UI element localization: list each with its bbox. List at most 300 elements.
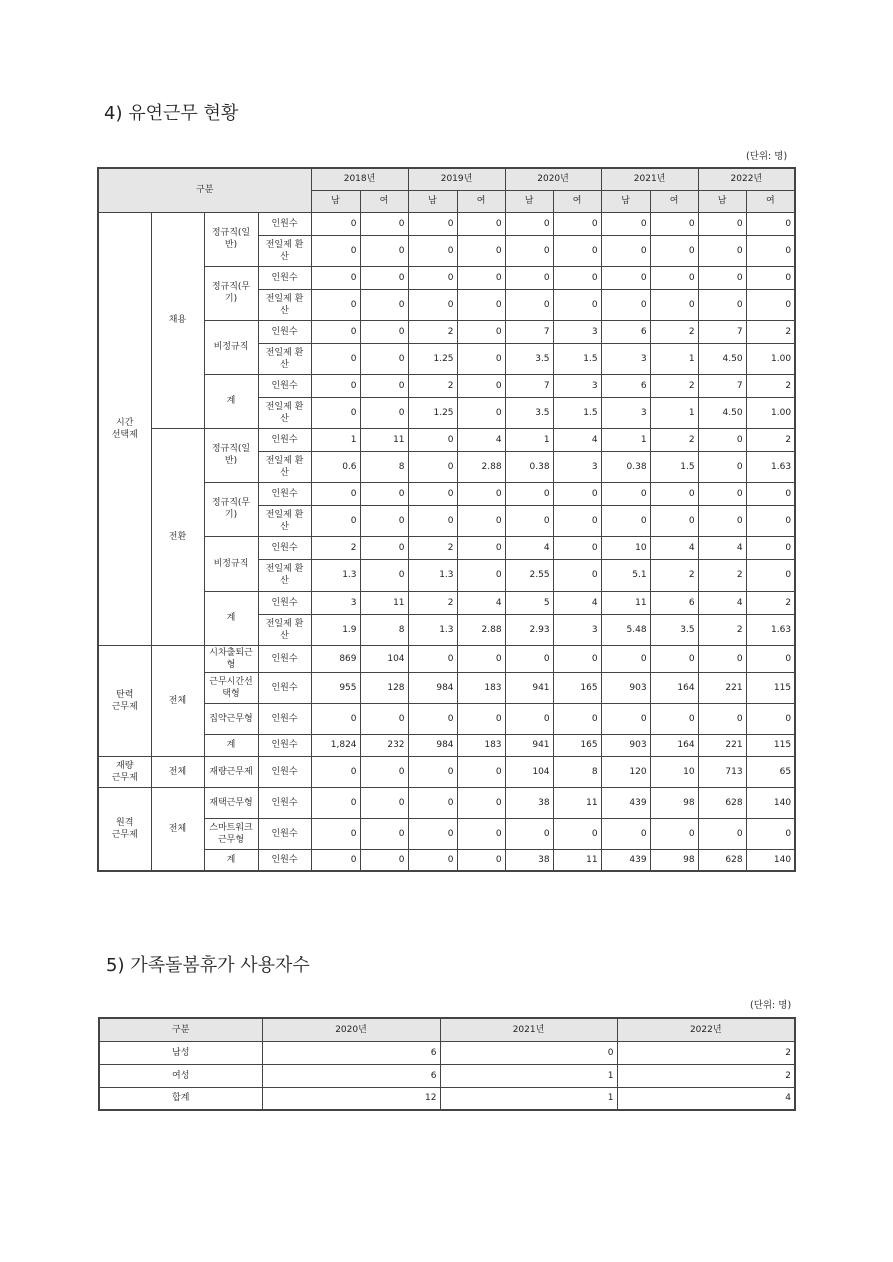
data-cell: 98 xyxy=(650,849,698,871)
data-cell: 984 xyxy=(408,672,457,703)
data-cell: 0 xyxy=(311,756,360,787)
row-label: 남성 xyxy=(99,1041,262,1064)
data-cell: 0 xyxy=(408,235,457,266)
data-cell: 0 xyxy=(553,645,601,672)
data-cell: 3 xyxy=(553,374,601,397)
data-cell: 1.5 xyxy=(553,343,601,374)
data-cell: 1.00 xyxy=(746,397,795,428)
data-cell: 0 xyxy=(553,235,601,266)
type-total: 계 xyxy=(204,374,258,428)
measure-headcount: 인원수 xyxy=(258,212,311,235)
data-cell: 713 xyxy=(698,756,746,787)
measure-headcount: 인원수 xyxy=(258,818,311,849)
data-cell: 2.55 xyxy=(505,559,553,591)
data-cell: 104 xyxy=(505,756,553,787)
data-cell: 1.25 xyxy=(408,397,457,428)
type-nonregular: 비정규직 xyxy=(204,320,258,374)
data-cell: 165 xyxy=(553,734,601,756)
data-cell: 0 xyxy=(360,787,408,818)
data-cell: 3.5 xyxy=(505,343,553,374)
data-cell: 0 xyxy=(746,559,795,591)
data-cell: 1.5 xyxy=(650,451,698,482)
data-cell: 0 xyxy=(601,703,650,734)
data-cell: 165 xyxy=(553,672,601,703)
data-cell: 0 xyxy=(457,482,505,505)
data-cell: 0 xyxy=(746,703,795,734)
header-year: 2021년 xyxy=(601,168,698,190)
data-cell: 0 xyxy=(650,818,698,849)
data-cell: 0 xyxy=(746,536,795,559)
data-cell: 0 xyxy=(650,482,698,505)
data-cell: 2.88 xyxy=(457,614,505,645)
data-cell: 5.1 xyxy=(601,559,650,591)
data-cell: 0 xyxy=(360,849,408,871)
data-cell: 6 xyxy=(262,1064,440,1087)
data-cell: 1 xyxy=(440,1087,617,1110)
data-cell: 0 xyxy=(360,343,408,374)
data-cell: 984 xyxy=(408,734,457,756)
data-cell: 2 xyxy=(650,320,698,343)
type-smartwork: 스마트워크근무형 xyxy=(204,818,258,849)
measure-fte: 전일제 환산 xyxy=(258,397,311,428)
data-cell: 2 xyxy=(650,374,698,397)
data-cell: 0 xyxy=(311,266,360,289)
subgroup-all: 전체 xyxy=(151,756,204,787)
data-cell: 0 xyxy=(360,397,408,428)
data-cell: 0 xyxy=(360,266,408,289)
data-cell: 0 xyxy=(505,212,553,235)
data-cell: 115 xyxy=(746,734,795,756)
data-cell: 0 xyxy=(408,212,457,235)
data-cell: 0 xyxy=(698,289,746,320)
header-female: 여 xyxy=(457,190,505,212)
data-cell: 1.5 xyxy=(553,397,601,428)
data-cell: 98 xyxy=(650,787,698,818)
data-cell: 0 xyxy=(746,289,795,320)
data-cell: 3.5 xyxy=(505,397,553,428)
data-cell: 2 xyxy=(408,374,457,397)
header-female: 여 xyxy=(746,190,795,212)
data-cell: 104 xyxy=(360,645,408,672)
data-cell: 0 xyxy=(650,212,698,235)
data-cell: 8 xyxy=(360,451,408,482)
data-cell: 0 xyxy=(360,320,408,343)
data-cell: 2 xyxy=(746,591,795,614)
measure-headcount: 인원수 xyxy=(258,756,311,787)
data-cell: 6 xyxy=(650,591,698,614)
data-cell: 7 xyxy=(698,320,746,343)
data-cell: 0 xyxy=(457,397,505,428)
data-cell: 0 xyxy=(457,703,505,734)
data-cell: 0 xyxy=(311,505,360,536)
measure-headcount: 인원수 xyxy=(258,849,311,871)
data-cell: 7 xyxy=(698,374,746,397)
data-cell: 1 xyxy=(650,397,698,428)
data-cell: 1 xyxy=(601,428,650,451)
data-cell: 2 xyxy=(650,559,698,591)
measure-headcount: 인원수 xyxy=(258,320,311,343)
data-cell: 11 xyxy=(553,787,601,818)
measure-headcount: 인원수 xyxy=(258,374,311,397)
data-cell: 140 xyxy=(746,787,795,818)
data-cell: 38 xyxy=(505,787,553,818)
data-cell: 1.3 xyxy=(408,559,457,591)
data-cell: 164 xyxy=(650,672,698,703)
data-cell: 0 xyxy=(408,482,457,505)
data-cell: 1.9 xyxy=(311,614,360,645)
data-cell: 1 xyxy=(650,343,698,374)
type-compressed: 집약근무형 xyxy=(204,703,258,734)
subgroup-all: 전체 xyxy=(151,787,204,871)
measure-fte: 전일제 환산 xyxy=(258,289,311,320)
data-cell: 0 xyxy=(360,289,408,320)
data-cell: 7 xyxy=(505,374,553,397)
data-cell: 0 xyxy=(311,374,360,397)
data-cell: 0 xyxy=(601,482,650,505)
data-cell: 0 xyxy=(698,703,746,734)
data-cell: 232 xyxy=(360,734,408,756)
type-home: 재택근무형 xyxy=(204,787,258,818)
type-regular-indefinite: 정규직(무기) xyxy=(204,482,258,536)
data-cell: 0 xyxy=(457,266,505,289)
measure-headcount: 인원수 xyxy=(258,591,311,614)
data-cell: 164 xyxy=(650,734,698,756)
data-cell: 1,824 xyxy=(311,734,360,756)
data-cell: 628 xyxy=(698,849,746,871)
data-cell: 0 xyxy=(650,505,698,536)
data-cell: 2 xyxy=(698,559,746,591)
data-cell: 4 xyxy=(698,536,746,559)
data-cell: 0 xyxy=(457,235,505,266)
data-cell: 3 xyxy=(553,451,601,482)
data-cell: 0 xyxy=(408,289,457,320)
row-label: 여성 xyxy=(99,1064,262,1087)
data-cell: 0 xyxy=(650,235,698,266)
header-year: 2018년 xyxy=(311,168,408,190)
data-cell: 0 xyxy=(505,289,553,320)
data-cell: 0 xyxy=(440,1041,617,1064)
data-cell: 0 xyxy=(553,818,601,849)
data-cell: 6 xyxy=(262,1041,440,1064)
data-cell: 0 xyxy=(553,289,601,320)
section4-title: 4) 유연근무 현황 xyxy=(104,103,239,124)
data-cell: 0 xyxy=(457,320,505,343)
data-cell: 183 xyxy=(457,734,505,756)
data-cell: 0 xyxy=(601,212,650,235)
data-cell: 10 xyxy=(650,756,698,787)
data-cell: 2 xyxy=(617,1064,795,1087)
data-cell: 0 xyxy=(553,266,601,289)
data-cell: 2 xyxy=(408,591,457,614)
data-cell: 0 xyxy=(746,266,795,289)
measure-headcount: 인원수 xyxy=(258,428,311,451)
group-time-selective: 시간 선택제 xyxy=(98,212,151,645)
group-flex: 탄력 근무제 xyxy=(98,645,151,756)
data-cell: 0 xyxy=(408,451,457,482)
data-cell: 0 xyxy=(698,645,746,672)
data-cell: 0 xyxy=(457,818,505,849)
data-cell: 38 xyxy=(505,849,553,871)
section5-title: 5) 가족돌봄휴가 사용자수 xyxy=(106,955,310,976)
data-cell: 0 xyxy=(457,756,505,787)
data-cell: 0 xyxy=(746,818,795,849)
data-cell: 903 xyxy=(601,672,650,703)
group-discretion: 재량 근무제 xyxy=(98,756,151,787)
data-cell: 2 xyxy=(698,614,746,645)
measure-headcount: 인원수 xyxy=(258,645,311,672)
data-cell: 4 xyxy=(553,428,601,451)
data-cell: 0 xyxy=(505,505,553,536)
data-cell: 0 xyxy=(698,505,746,536)
data-cell: 0 xyxy=(746,235,795,266)
data-cell: 0 xyxy=(457,289,505,320)
data-cell: 0 xyxy=(408,787,457,818)
measure-headcount: 인원수 xyxy=(258,482,311,505)
data-cell: 1.3 xyxy=(408,614,457,645)
data-cell: 0 xyxy=(553,703,601,734)
measure-headcount: 인원수 xyxy=(258,703,311,734)
data-cell: 0 xyxy=(650,289,698,320)
data-cell: 0 xyxy=(408,703,457,734)
data-cell: 0 xyxy=(553,536,601,559)
data-cell: 5 xyxy=(505,591,553,614)
data-cell: 0 xyxy=(601,645,650,672)
data-cell: 0 xyxy=(311,212,360,235)
header-male: 남 xyxy=(505,190,553,212)
data-cell: 0 xyxy=(408,849,457,871)
data-cell: 5.48 xyxy=(601,614,650,645)
header-female: 여 xyxy=(360,190,408,212)
data-cell: 0 xyxy=(601,505,650,536)
data-cell: 0 xyxy=(746,482,795,505)
flexible-work-table xyxy=(97,167,796,872)
type-stagger: 시차출퇴근형 xyxy=(204,645,258,672)
data-cell: 0 xyxy=(601,289,650,320)
data-cell: 2 xyxy=(746,374,795,397)
type-nonregular: 비정규직 xyxy=(204,536,258,591)
family-care-leave-table xyxy=(98,1017,796,1111)
data-cell: 1.3 xyxy=(311,559,360,591)
data-cell: 941 xyxy=(505,734,553,756)
data-cell: 0 xyxy=(746,212,795,235)
data-cell: 221 xyxy=(698,734,746,756)
data-cell: 869 xyxy=(311,645,360,672)
data-cell: 120 xyxy=(601,756,650,787)
data-cell: 1.63 xyxy=(746,614,795,645)
data-cell: 128 xyxy=(360,672,408,703)
data-cell: 0 xyxy=(650,266,698,289)
measure-fte: 전일제 환산 xyxy=(258,343,311,374)
data-cell: 0 xyxy=(360,212,408,235)
measure-fte: 전일제 환산 xyxy=(258,614,311,645)
data-cell: 12 xyxy=(262,1087,440,1110)
measure-fte: 전일제 환산 xyxy=(258,505,311,536)
data-cell: 0 xyxy=(408,645,457,672)
data-cell: 0 xyxy=(457,212,505,235)
data-cell: 0 xyxy=(360,374,408,397)
data-cell: 1.25 xyxy=(408,343,457,374)
data-cell: 0 xyxy=(408,505,457,536)
header-male: 남 xyxy=(698,190,746,212)
data-cell: 0 xyxy=(408,818,457,849)
data-cell: 7 xyxy=(505,320,553,343)
data-cell: 11 xyxy=(601,591,650,614)
type-regular-indefinite: 정규직(무기) xyxy=(204,266,258,320)
header-year: 2022년 xyxy=(698,168,795,190)
data-cell: 0 xyxy=(650,645,698,672)
data-cell: 0 xyxy=(698,818,746,849)
data-cell: 0 xyxy=(311,787,360,818)
data-cell: 0 xyxy=(360,482,408,505)
data-cell: 1 xyxy=(505,428,553,451)
data-cell: 0 xyxy=(360,756,408,787)
data-cell: 183 xyxy=(457,672,505,703)
data-cell: 4 xyxy=(457,591,505,614)
data-cell: 0 xyxy=(360,536,408,559)
data-cell: 0 xyxy=(408,428,457,451)
measure-headcount: 인원수 xyxy=(258,266,311,289)
data-cell: 0 xyxy=(457,343,505,374)
data-cell: 3.5 xyxy=(650,614,698,645)
table-row xyxy=(99,1087,795,1110)
data-cell: 1.63 xyxy=(746,451,795,482)
data-cell: 6 xyxy=(601,374,650,397)
measure-headcount: 인원수 xyxy=(258,536,311,559)
data-cell: 11 xyxy=(360,428,408,451)
data-cell: 0 xyxy=(698,428,746,451)
data-cell: 0 xyxy=(553,559,601,591)
data-cell: 8 xyxy=(553,756,601,787)
data-cell: 0 xyxy=(311,289,360,320)
data-cell: 0 xyxy=(457,787,505,818)
data-cell: 3 xyxy=(311,591,360,614)
data-cell: 0 xyxy=(311,235,360,266)
section4-unit: (단위: 명) xyxy=(746,151,788,162)
data-cell: 0 xyxy=(505,703,553,734)
data-cell: 2 xyxy=(311,536,360,559)
data-cell: 0 xyxy=(311,343,360,374)
data-cell: 0.6 xyxy=(311,451,360,482)
data-cell: 0 xyxy=(311,818,360,849)
data-cell: 0 xyxy=(457,505,505,536)
row-label: 합계 xyxy=(99,1087,262,1110)
data-cell: 0 xyxy=(698,451,746,482)
data-cell: 0 xyxy=(505,266,553,289)
type-discretion: 재량근무제 xyxy=(204,756,258,787)
data-cell: 1 xyxy=(311,428,360,451)
header-male: 남 xyxy=(311,190,360,212)
header-year: 2021년 xyxy=(440,1018,617,1041)
data-cell: 903 xyxy=(601,734,650,756)
data-cell: 0 xyxy=(311,320,360,343)
data-cell: 0 xyxy=(408,756,457,787)
data-cell: 0 xyxy=(360,818,408,849)
type-regular-general: 정규직(일반) xyxy=(204,212,258,266)
measure-headcount: 인원수 xyxy=(258,787,311,818)
data-cell: 0 xyxy=(698,266,746,289)
data-cell: 0 xyxy=(311,482,360,505)
header-year: 2019년 xyxy=(408,168,505,190)
type-worktime-choice: 근무시간선택형 xyxy=(204,672,258,703)
data-cell: 439 xyxy=(601,787,650,818)
data-cell: 0 xyxy=(505,645,553,672)
data-cell: 0.38 xyxy=(505,451,553,482)
measure-fte: 전일제 환산 xyxy=(258,235,311,266)
data-cell: 115 xyxy=(746,672,795,703)
data-cell: 0 xyxy=(457,849,505,871)
data-cell: 4 xyxy=(505,536,553,559)
group-remote: 원격 근무제 xyxy=(98,787,151,871)
data-cell: 0 xyxy=(505,235,553,266)
header-female: 여 xyxy=(650,190,698,212)
type-total: 계 xyxy=(204,849,258,871)
data-cell: 4 xyxy=(617,1087,795,1110)
data-cell: 2.93 xyxy=(505,614,553,645)
data-cell: 221 xyxy=(698,672,746,703)
data-cell: 0.38 xyxy=(601,451,650,482)
data-cell: 4 xyxy=(698,591,746,614)
data-cell: 4 xyxy=(650,536,698,559)
data-cell: 2 xyxy=(617,1041,795,1064)
data-cell: 0 xyxy=(601,266,650,289)
data-cell: 2 xyxy=(408,536,457,559)
data-cell: 0 xyxy=(360,235,408,266)
section5-unit: (단위: 명) xyxy=(750,1000,792,1011)
data-cell: 0 xyxy=(601,235,650,266)
data-cell: 0 xyxy=(408,266,457,289)
data-cell: 0 xyxy=(553,212,601,235)
data-cell: 1 xyxy=(440,1064,617,1087)
data-cell: 0 xyxy=(311,849,360,871)
data-cell: 3 xyxy=(601,343,650,374)
subgroup-all: 전체 xyxy=(151,645,204,756)
data-cell: 3 xyxy=(553,320,601,343)
data-cell: 0 xyxy=(746,645,795,672)
data-cell: 8 xyxy=(360,614,408,645)
data-cell: 2 xyxy=(746,320,795,343)
data-cell: 3 xyxy=(601,397,650,428)
header-male: 남 xyxy=(408,190,457,212)
data-cell: 2 xyxy=(408,320,457,343)
data-cell: 2 xyxy=(746,428,795,451)
data-cell: 1.00 xyxy=(746,343,795,374)
header-male: 남 xyxy=(601,190,650,212)
data-cell: 0 xyxy=(311,703,360,734)
data-cell: 3 xyxy=(553,614,601,645)
data-cell: 4.50 xyxy=(698,397,746,428)
data-cell: 11 xyxy=(360,591,408,614)
data-cell: 0 xyxy=(457,645,505,672)
data-cell: 2 xyxy=(650,428,698,451)
data-cell: 0 xyxy=(698,212,746,235)
measure-headcount: 인원수 xyxy=(258,672,311,703)
data-cell: 0 xyxy=(457,536,505,559)
data-cell: 0 xyxy=(698,482,746,505)
table-row xyxy=(99,1064,795,1087)
data-cell: 10 xyxy=(601,536,650,559)
data-cell: 4.50 xyxy=(698,343,746,374)
data-cell: 0 xyxy=(457,559,505,591)
header-year: 2020년 xyxy=(262,1018,440,1041)
data-cell: 4 xyxy=(457,428,505,451)
header-category: 구분 xyxy=(99,1018,262,1041)
type-total: 계 xyxy=(204,734,258,756)
data-cell: 6 xyxy=(601,320,650,343)
type-regular-general: 정규직(일반) xyxy=(204,428,258,482)
table-row xyxy=(99,1041,795,1064)
data-cell: 65 xyxy=(746,756,795,787)
data-cell: 0 xyxy=(505,482,553,505)
